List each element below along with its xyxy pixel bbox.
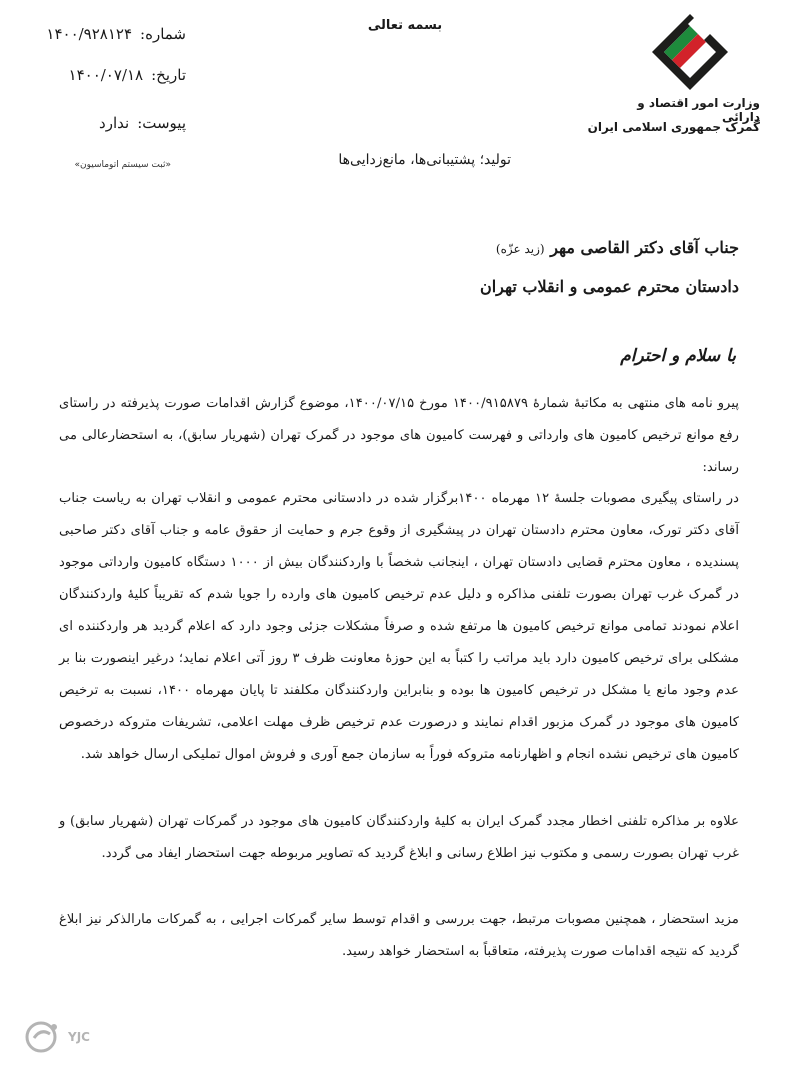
addressee-name [496, 238, 739, 257]
letter-date-value: ۱۴۰۰/۰۷/۱۸ [68, 66, 144, 84]
body-paragraph-3: علاوه بر مذاکره تلفنی اخطار مجدد گمرک ایران به کلیهٔ واردکنندگان کامیون های موجود در گمرکات تهران (شهریار سابق) و غرب تهران بصورت رسمی و مکتوب نیز اطلاع رسانی و ابلاغ گردید که تصاویر مربوطه جهت استحضار ایفاد می گردد. [59, 814, 739, 861]
org-line-ministry: وزارت امور اقتصاد و دارائی [637, 96, 760, 124]
automation-note: «ثبت سیستم اتوماسیون» [74, 160, 171, 170]
addressee-honorific: (زید عزّه) [495, 242, 545, 256]
yjc-watermark [24, 1020, 90, 1054]
letter-number [46, 25, 186, 43]
letter-date [69, 66, 186, 84]
org-line-customs: گمرک جمهوری اسلامی ایران [587, 120, 760, 134]
customs-logo [650, 12, 730, 92]
letter-number-value: ۱۴۰۰/۹۲۸۱۲۴ [46, 25, 133, 43]
addressee-name-main: جناب آقای دکتر القاصی مهر [550, 238, 739, 257]
letter-number-label: شماره: [140, 25, 186, 43]
letter-attachment-value: ندارد [99, 114, 130, 132]
addressee-title: دادستان محترم عمومی و انقلاب تهران [479, 277, 739, 296]
body-paragraph-1: پیرو نامه های منتهی به مکاتبهٔ شمارهٔ ۱۴۰۰/۹۱۵۸۷۹ مورخ ۱۴۰۰/۰۷/۱۵، موضوع گزارش اقدامات صورت پذیرفته در راستای رفع موانع ترخیص کامیون های وارداتی و فهرست کامیون های موجود در گمرک تهران (شهریار سابق)، به استحضارعالی می رساند: [59, 396, 739, 475]
letter-attachment-label: پیوست: [137, 114, 186, 132]
body-paragraph-2: در راستای پیگیری مصوبات جلسهٔ ۱۲ مهرماه ۱۴۰۰برگزار شده در دادستانی محترم عمومی و انقلاب تهران به ریاست جناب آقای دکتر تورک، معاون محترم دادستان تهران در پیشگیری از وقوع جرم و حمایت از حقوق عامه و جناب آقای دکتر صاحبی پسندیده ، معاون محترم قضایی دادستان تهران ، اینجانب شخصاً با واردکنندگان بیش از ۱۰۰۰ دستگاه کامیون وارداتی موجود در گمرک غرب تهران بصورت تلفنی مذاکره و دلیل عدم ترخیص کامیون های وارده را جویا شدم که تقریباً کلیهٔ واردکنندگان اعلام نمودند تمامی موانع ترخیص کامیون ها مرتفع شده و صرفاً مشکلات جزئی وجود دارد که اعلام گردید هر واردکننده ای مشکلی برای ترخیص کامیون دارد باید مراتب را کتباً به این حوزهٔ معاونت ظرف ۳ روز آتی اعلام نماید؛ درغیر اینصورت بنا بر عدم وجود مانع یا مشکل در ترخیص کامیون ها بوده و بنابراین واردکنندگان مکلفند تا پایان مهرماه ۱۴۰۰، نسبت به ترخیص کامیون های موجود در گمرک مزبور اقدام نمایند و درصورت عدم ترخیص ظرف مهلت اعلامی، تشریفات متروکه درخصوص کامیون های ترخیص نشده انجام و اظهارنامه متروکه فوراً به سازمان جمع آوری و فروش اموال تملیکی ارسال خواهد شد. [59, 491, 740, 762]
watermark-text: YJC [68, 1030, 90, 1044]
letter-attachment [99, 114, 186, 132]
letter-date-label: تاریخ: [151, 66, 186, 84]
greeting: با سلام و احترام [620, 346, 736, 366]
yjc-logo-icon [24, 1020, 62, 1054]
body-paragraph-4: مزید استحضار ، همچنین مصوبات مرتبط، جهت بررسی و اقدام توسط سایر گمرکات اجرایی ، به گمرکات مارالذکر نیز ابلاغ گردید که نتیجه اقدامات صورت پذیرفته، متعاقباً به استحضار خواهد رسید. [59, 912, 739, 959]
bismillah-heading: بسمه تعالی [367, 18, 443, 33]
letter-subject: تولید؛ پشتیبانی‌ها، مانع‌زدایی‌ها [338, 152, 511, 168]
